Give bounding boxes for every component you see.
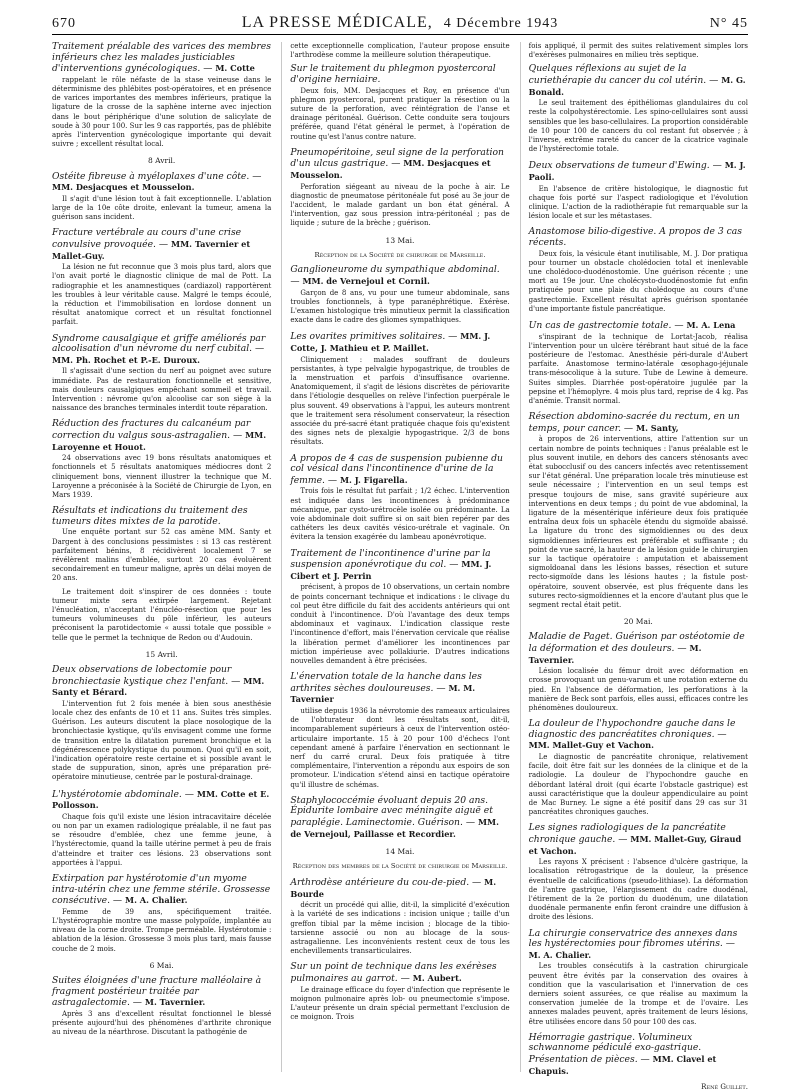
title-dash: —: [714, 728, 727, 740]
title-dash: —: [129, 997, 145, 1009]
abstract-title: [290, 796, 509, 840]
abstract-title: [529, 719, 748, 752]
abstract-title: [290, 64, 509, 85]
page-header: [52, 10, 748, 36]
abstract-entry: [290, 796, 509, 840]
abstract-title: [290, 962, 509, 984]
abstract-title: [290, 454, 509, 487]
abstract-body: Après 3 ans d'excellent résultat fonctionnel le blessé présente aujourd'hui des phénomènes d'arthrite chronique au niveau de la néarthrose. Discutant la pathogénie de: [52, 1009, 272, 1037]
abstract-title: [52, 874, 271, 907]
abstract-title: [52, 506, 271, 527]
abstract-entry: [52, 334, 271, 414]
abstract-entry: [52, 228, 271, 327]
abstract-title-text: Extirpation par hystérotomie d'un myome intra-utérin chez une femme stérile. Grossesse consécutive.: [52, 873, 271, 907]
abstract-authors: MM. Santy et Bérard.: [52, 675, 265, 698]
abstract-authors: M. J. Paoli.: [528, 160, 746, 182]
abstract-body: Une enquête portant sur 52 cas amène MM. Santy et Dargent à des conclusions pessimistes : si 13 cas restèrent parfaitement bénins, 8 récidivèrent localement 7 se révélèrent malins d'emblée, surtout 20 cas évoluèrent secondairement en tumeur maligne, après un délai moyen de 20 ans.: [52, 528, 272, 583]
abstract-authors: MM. Mallet-Guy et Vachon.: [528, 740, 654, 751]
abstract-authors: MM. J. Cibert et J. Perrin: [290, 559, 492, 581]
abstract-body: Trois fois le résultat fut parfait ; 1/2 échec. L'intervention est indiquée dans les incontinences à prédominance mécanique, par cysto-urétrocèle isolée ou prédominante. La voie abdominale doit suffire si on sait bien repérer par des cathéters les deux cavités vésico-urétrale et vaginale. On évitera la tension exagérée du lambeau aponévrotique.: [290, 487, 510, 542]
title-dash: —: [469, 877, 485, 889]
abstract-title-text: Suites éloignées d'une fracture malléolaire à fragment postérieur traitée par astragalectomie.: [52, 975, 262, 1009]
header-rule: [52, 34, 748, 35]
abstract-title: [529, 160, 748, 183]
title-dash: —: [445, 331, 461, 343]
abstract-body: Perforation siégeant au niveau de la poche à air. Le diagnostic de pneumatose péritonéale fut posé au 3e jour de l'accident, le malade gardant un bon état général. A l'intervention, gaz sous pression intra-péritonéal ; pas de liquide ; suture de la brèche ; guérison.: [290, 182, 510, 228]
abstract-authors: MM. de Vernejoul et Cornil.: [302, 276, 430, 286]
abstract-authors: MM. J. Cotte, J. Mathieu et P. Maillet.: [290, 331, 491, 353]
abstract-title: [290, 549, 509, 583]
abstract-title: [529, 929, 748, 962]
title-dash: —: [230, 430, 246, 441]
abstract-body: précisent, à propos de 10 observations, un certain nombre de points concernant technique et indications : le clivage du col peut être difficile du fait des accidents antérieurs qui ont conduit à l'incontinence. D'où l'avantage des deux temps abdominaux et vaginaux. L'indication classique reste l'incontinence d'effort, mais l'énervation cervicale que réalise la libération permet d'améliorer les incontinences par miction impérieuse avec pollakiurie. D'autres indications nouvelles demandent à être précisées.: [290, 583, 510, 666]
continued-text: cette exceptionnelle complication, l'auteur propose ensuite l'arthrodèse comme la meilleure solution thérapeutique.: [290, 42, 510, 60]
abstract-body: Deux fois, MM. Desjacques et Roy, en présence d'un phlegmon pyostercoral, purent pratiquer la résection ou la suture de la perforation, avec réintégration de l'anse et drainage péritonéal. Guérison. Cette conduite sera toujours préférée, quand l'état général le permet, à l'opération de routine qu'est l'anus contre nature.: [290, 86, 510, 141]
abstract-title: [290, 148, 509, 182]
abstract-entry: [529, 823, 748, 922]
abstract-title: [529, 412, 748, 434]
abstract-body: Femme de 39 ans, spécifiquement traitée. L'hystérographie montre une masse polypoïde, implantée au niveau de la corne droite. Trompe perméable. Hystérotomie : ablation de la lésion. Grossesse 3 mois plus tard, mais fausse couche de 2 mois.: [52, 907, 272, 953]
abstract-title-text: Maladie de Paget. Guérison par ostéotomie de la déformation et des douleurs.: [528, 631, 745, 655]
abstract-authors: MM. Desjacques et Mousselon.: [290, 158, 491, 180]
abstract-entry: [529, 719, 748, 817]
abstract-entry: [529, 1033, 748, 1077]
abstract-title-text: Réduction des fractures du calcanéum par correction du valgus sous-astragalien.: [52, 418, 251, 441]
abstract-authors: M. J. Figarella.: [339, 474, 408, 485]
abstract-title-text: La douleur de l'hypochondre gauche dans le diagnostic des pancréatites chroniques.: [528, 718, 736, 740]
abstract-title-text: La chirurgie conservatrice des annexes dans les hystérectomies pour fibromes utérins.: [528, 927, 738, 950]
page-number: 670: [52, 16, 76, 31]
title-dash: —: [706, 75, 722, 86]
session-date: 6 Mai.: [149, 960, 174, 970]
abstract-title: [290, 265, 509, 287]
title-dash: —: [155, 239, 171, 250]
abstract-title-text: Deux observations de lobectomie pour bronchiectasie kystique chez l'enfant.: [52, 664, 232, 687]
title-dash: —: [462, 817, 478, 829]
abstract-title-text: Ostéite fibreuse à myéloplaxes d'une côte.: [52, 170, 250, 182]
abstract-authors: MM. Mallet-Guy, Giraud et Vachon.: [528, 834, 742, 856]
abstract-authors: M. A. Lena: [686, 320, 736, 331]
abstract-title-text: Quelques réflexions au sujet de la curiethérapie du cancer du col utérin.: [528, 63, 707, 86]
title-dash: —: [228, 675, 244, 687]
abstract-title: [52, 419, 271, 453]
title-dash: —: [722, 938, 735, 950]
title-dash: —: [252, 343, 265, 355]
abstract-entry: [290, 265, 509, 325]
title-dash: —: [324, 474, 340, 486]
abstract-entry: [52, 172, 271, 223]
title-dash: —: [621, 422, 637, 434]
abstract-title: [529, 1033, 748, 1077]
abstract-authors: MM. Ph. Rochet et P.-E. Duroux.: [52, 354, 201, 365]
title-dash: —: [200, 63, 216, 75]
abstract-title-text: Syndrome causalgique et griffe améliorés par alcoolisation d'un névrome du nerf cubital.: [52, 332, 266, 355]
abstract-entry: [529, 929, 748, 1027]
abstract-entry: [529, 64, 748, 154]
abstract-entry: [290, 877, 509, 956]
abstract-title-text: Anastomose bilio-digestive. A propos de 3 cas récents.: [528, 226, 742, 248]
abstract-title-text: Les signes radiologiques de la pancréatite chronique gauche.: [528, 822, 726, 846]
session-date: 13 Mai.: [385, 235, 415, 245]
abstract-title-text: Sur un point de technique dans les exérèses pulmonaires au garrot.: [290, 961, 497, 985]
issue-number: N° 45: [709, 16, 748, 31]
abstract-authors: M. Bourde: [290, 877, 497, 899]
abstract-title: [529, 64, 748, 98]
abstract-title: [290, 331, 509, 354]
abstract-title-text: Pneumopéritoine, seul signe de la perforation d'un ulcus gastrique.: [290, 146, 504, 170]
abstract-title: [52, 789, 271, 812]
abstract-body: Le seul traitement des épithéliomas glandulaires du col reste la colpohystérectomie. Les spino-cellulaires sont aussi sensibles que les baso-cellulaires. La proportion considérable de 10 pour 100 de cancers du col restant fut observée ; à l'inverse, extrême rareté du cancer de la cicatrice vaginale de l'hystérectomie totale.: [528, 99, 748, 154]
abstract-body: En l'absence de critère histologique, le diagnostic fut chaque fois porté sur l'aspect radiologique et l'évolution clinique. L'action de la radiothérapie fut remarquable sur la lésion locale et sur les métastases.: [528, 184, 748, 221]
journal-title: LA PRESSE MÉDICALE,: [241, 14, 433, 31]
abstract-body: Garçon de 8 ans, vu pour une tumeur abdominale, sans troubles fonctionnels, à type paranéphrétique. Exérèse. L'examen histologique très minutieux permit la classification exacte dans le cadre des gliomes sympathiques.: [290, 288, 510, 325]
title-dash: —: [709, 160, 725, 172]
abstract-title-text: Sur le traitement du phlegmon pyostercoral d'origine herniaire.: [290, 63, 496, 85]
abstract-body: Les troubles consécutifs à la castration chirurgicale peuvent être évités par la conservation des ovaires à condition que la vascularisation et l'innervation de ces derniers soient assurées, ce que réalise au maximum la conservation jumelée de la trompe et de l'ovaire. Les annexes malades peuvent, après traitement de leurs lésions, être utilisées encore dans 50 pour 100 des cas.: [528, 962, 748, 1026]
title-dash: —: [110, 895, 126, 907]
abstract-title: [290, 877, 509, 900]
article-columns: [52, 41, 748, 1092]
abstract-entry: [52, 506, 271, 643]
abstract-entry: [52, 42, 271, 149]
session-date: 14 Mai.: [385, 847, 415, 857]
abstract-title-text: L'énervation totale de la hanche dans les arthrites sèches douloureuses.: [290, 671, 482, 694]
abstract-authors: M. Tavernier.: [528, 643, 702, 665]
abstract-title-text: Résection abdomino-sacrée du rectum, en un temps, pour cancer.: [528, 411, 740, 434]
abstract-authors: M. Tavernier.: [144, 997, 206, 1008]
abstract-body: Lésion localisée du fémur droit avec déformation en crosse provoquant un genu-varum et une rotation externe du pied. En l'absence de déformation, les perforations à la manière de Beck sont parfois, elles aussi, efficaces contre les phénomènes douloureux.: [528, 667, 748, 713]
abstract-title-text: Traitement préalable des varices des membres inférieurs chez les malades justiciables d'interventions gynécologiques.: [52, 41, 271, 75]
abstract-body: L'intervention fut 2 fois menée à bien sous anesthésie locale chez des enfants de 10 et 11 ans. Suites très simples. Guérison. Les auteurs discutent la place nosologique de la bronchiectasie kystique, qu'ils envisagent comme une forme de transition entre la dilatation purement bronchique et la dégénérescence polykystique du poumon. Quoi qu'il en soit, l'indication opératoire reste certaine et si possible avant le stade de suppuration, sinon, après une préparation pré-opératoire minutieuse, centrée par le postural-drainage.: [52, 699, 272, 782]
abstract-authors: MM. Desjacques et Mousselon.: [52, 182, 195, 193]
abstract-body: Deux fois, la vésicule étant inutilisable, M. J. Dor pratiqua pour tourner un obstacle cholédocien total et inenlevable une cholédoco-duodénostomie. Une guérison récente ; une mort au 19e jour. Une cholécysto-duodénostomie fut enfin pratiquée pour une plaie du cholédoque au cours d'une gastrectomie. Excellent résultat après guérison spontanée d'une importante fistule pancréatique.: [528, 249, 748, 313]
abstract-authors: MM. Tavernier et Mallet-Guy.: [52, 239, 251, 261]
abstract-authors: M. A. Chalier.: [125, 895, 188, 906]
abstract-title-text: Arthrodèse antérieure du cou-de-pied.: [290, 877, 470, 889]
abstract-title-text: Les ovarites primitives solitaires.: [290, 331, 446, 343]
abstract-entry: [52, 419, 271, 500]
abstract-authors: MM. de Vernejoul, Paillasse et Recordier.: [290, 817, 499, 839]
title-dash: —: [674, 643, 690, 655]
title-dash: —: [615, 834, 631, 846]
abstract-title-text: Hémorragie gastrique. Volumineux schwannome pédiculé exo-gastrique. Présentation de pièces.: [528, 1031, 702, 1066]
abstract-title-text: Traitement de l'incontinence d'urine par la suspension aponévrotique du col.: [290, 547, 491, 571]
abstract-title: [52, 228, 271, 262]
society-heading: Réception des membres de la Société de chirurgie de Marseille.: [292, 862, 508, 871]
abstract-entry: [290, 962, 509, 1022]
abstract-authors: MM. Cotte et E. Pollosson.: [52, 788, 270, 811]
title-dash: —: [290, 276, 303, 287]
abstract-body: 24 observations avec 19 bons résultats anatomiques et fonctionnels et 5 résultats anatomiques médiocres dont 2 cliniquement bons, viennent illustrer la technique que M. Laroyenne a préconisée à la Société de Chirurgie de Lyon, en Mars 1939.: [52, 454, 272, 499]
abstract-title-text: Un cas de gastrectomie totale.: [528, 320, 672, 332]
abstract-entry: [529, 412, 748, 610]
abstract-entry: [290, 454, 509, 543]
session-date: 20 Mai.: [623, 617, 653, 627]
abstract-body: Chaque fois qu'il existe une lésion intracavitaire décelée ou non par un examen radiologique préalable, il ne faut pas se résoudre d'emblée, chez une femme jeune, à l'hystérectomie, quand la taille utérine permet à peu de frais d'atteindre et traiter ces lésions. 23 observations sont apportées à l'appui.: [52, 812, 272, 867]
abstract-title: [52, 172, 271, 194]
author-signature: René Guillet.: [701, 1083, 748, 1092]
abstract-authors: M. Aubert.: [412, 973, 462, 984]
abstract-title-text: Ganglioneurome du sympathique abdominal.: [290, 264, 500, 276]
abstract-entry: [52, 976, 271, 1037]
abstract-body: s'inspirant de la technique de Lortat-Jacob, réalisa l'intervention pour un ulcère térébrant haut situé de la face postérieure de l'estomac. Anesthésie péri-durale d'Aubert parfaite. Anastomose termino-latérale œsophago-jéjunale trans-mésocolique à la suture. Tube de Lewine à demeure. Suites simples. Diarrhée post-opératoire jugulée par la pepsine et l'hémoplyre. 4 mois plus tard, reprise de 4 kg. Pas d'anémie. Transit normal.: [528, 332, 748, 406]
session-date: 8 Avril.: [148, 156, 176, 166]
abstract-body-paragraph: Le traitement doit s'inspirer de ces données : toute tumeur mixte sera extirpée largement. Rejetant l'énucléation, n'acceptant l'énucléo-résection que pour les tumeurs volumineuses du pôle inférieur, les auteurs préconisent la parotidectomie « aussi totale que possible » telle que le permet la technique de Redon ou d'Audouin.: [52, 587, 272, 642]
abstract-body: Il s'agissait d'une section du nerf au poignet avec suture immédiate. Pas de restauration fonctionnelle et sensitive, mais douleurs causalgiques empêchant sommeil et travail. Intervention : névrome qu'on alcoolise car son siège à la naissance des branches terminales interdit toute réparation.: [52, 367, 272, 413]
abstract-title: [529, 632, 748, 666]
abstract-title-text: A propos de 4 cas de suspension pubienne du col vésical dans l'incontinence d'urine de la femme.: [290, 452, 503, 486]
title-dash: —: [446, 559, 462, 571]
abstract-title: [529, 320, 748, 332]
abstract-authors: MM. Clavel et Chapuis.: [528, 1054, 717, 1076]
abstract-entry: [290, 672, 509, 790]
abstract-title: [529, 823, 748, 857]
abstract-authors: M. Cotte: [215, 63, 255, 74]
abstract-body: Le drainage efficace du foyer d'infection que représente le moignon pulmonaire après lob- ou pneumectomie s'impose. L'auteur présente un drain spécial permettant l'exclusion de ce moignon. Trois: [290, 985, 510, 1022]
title-dash: —: [181, 788, 197, 800]
abstract-authors: M. M. Tavernier: [290, 682, 476, 705]
abstract-entry: [529, 320, 748, 406]
abstract-body: La lésion ne fut reconnue que 3 mois plus tard, alors que l'on avait porté le diagnostic clinique de mal de Pott. La radiographie et les anamnestiques (cardiazol) rapportèrent les troubles à leur véritable cause. Malgré le temps écoulé, la réduction et l'immobilisation en lordose donnent un résultat anatomique correct et un résultat fonctionnel parfait.: [52, 263, 272, 327]
abstract-title-text: Deux observations de tumeur d'Ewing.: [528, 160, 710, 172]
abstract-entry: [52, 665, 271, 783]
society-heading: Réception de la Société de chirurgie de Marseille.: [314, 250, 486, 259]
abstract-title-text: Résultats et indications du traitement des tumeurs dites mixtes de la parotide.: [52, 505, 248, 527]
abstract-authors: M. Santy,: [636, 422, 679, 433]
column-3: [520, 42, 748, 1092]
abstract-authors: M. G. Bonald.: [528, 75, 746, 97]
abstract-entry: [290, 64, 509, 141]
abstract-authors: M. A. Chalier.: [528, 949, 592, 960]
abstract-body: Il s'agit d'une lésion tout à fait exceptionnelle. L'ablation large de la 10e côte droite, enlevant la tumeur, amena la guérison sans incident.: [52, 194, 272, 222]
abstract-title-text: L'hystérotomie abdominale.: [52, 788, 182, 800]
abstract-title: [52, 42, 271, 75]
title-dash: —: [397, 973, 413, 985]
abstract-entry: [52, 789, 271, 868]
abstract-title: [52, 976, 271, 1009]
continued-text: fois appliqué, il permit des suites relativement simples lors d'exérèses pulmonaires en milieu très septique.: [528, 42, 748, 60]
title-dash: —: [433, 682, 449, 694]
column-2: [281, 42, 509, 1072]
abstract-entry: [529, 227, 748, 314]
abstract-title-text: Fracture vertébrale au cours d'une crise convulsive provoquée.: [52, 227, 242, 250]
title-dash: —: [671, 320, 687, 332]
abstract-entry: [529, 632, 748, 713]
abstract-entry: [290, 549, 509, 667]
abstract-title: [290, 672, 509, 706]
abstract-body: rappelant le rôle néfaste de la stase veineuse dans le déterminisme des phlébites post-opératoires, et en présence de varices importantes des membres inférieurs, pratique la ligature de la crosse de la saphène interne avec injection dans le bout périphérique d'une solution de salicylate de soude à 30 pour 100. Sur les 9 cas rapportés, pas de phlébite après l'intervention gynécologique importante qui devait suivre ; excellent résultat local.: [52, 75, 272, 149]
abstract-body: utilise depuis 1936 la névrotomie des rameaux articulaires de l'obturateur dont les résultats sont, dit-il, incomparablement supérieurs à ceux de l'intervention ostéo-articulaire importante. 15 à 20 pour 100 d'échecs l'ont cependant amené à parfaire l'énervation en sectionnant le nerf du carré crural. Deux fois pratiquée à titre complémentaire, l'intervention a répondu aux espoirs de son promoteur. L'indication s'étend ainsi en tactique opératoire qu'il illustre de schémas.: [290, 707, 510, 789]
abstract-body: à propos de 26 interventions, attire l'attention sur un certain nombre de points techniques : l'anus préalable est le plus souvent inutile, en dehors des cancers sténosants avec état subocclusif ou des cancers infectés avec retentissement sur l'état général. Une préparation locale très minutieuse est seule nécessaire ; l'intervention en un seul temps est presque toujours de mise, sans gravité supérieure aux interventions en deux temps ; du point de vue abdominal, la ligature de la mésentérique inférieure deux fois pratiquée entraîna deux fois un sphacèle étendu du sigmoïde abaissé. La ligature du tronc des sigmoïdiennes ou des deux sigmoïdiennes inférieures est préférable et suffisante ; du point de vue sacré, la hauteur de la lésion guide le chirurgien sur la tactique opératoire : amputation et abaissement sigmoïdoanal dans les lésions basses, résection et suture recto-sigmoïde dans les lésions hautes ; la fistule post-opératoire, souvent observée, est plus fréquente dans les sutures recto-sigmoïdiennes et la encore d'autant plus que le segment rectal était petit.: [528, 435, 748, 610]
abstract-body: Les rayons X précisent : l'absence d'ulcère gastrique, la localisation rétrogastrique de la douleur, la présence éventuelle de calcifications (pseudo-lithiase). La déformation de l'antre gastrique, l'élargissement du cadre duodénal, l'étirement de la 2e portion du duodénum, une dilatation duodénale permanente enfin feront craindre une diffusion à droite des lésions.: [528, 858, 748, 922]
abstract-title: [52, 334, 271, 367]
abstract-body: Cliniquement : malades souffrant de douleurs persistantes, à type pelvalgie hypogastrique, de troubles de la menstruation et parfois d'insuffisance ovarienne. Anatomiquement, il s'agit de lésions discrètes de périovarite dans l'étiologie desquelles on relève l'infection puerpérale le plus souvent. 49 observations à l'appui, les auteurs montrent que le traitement sera résolument conservateur, la résection associée du pré-sacré étant pratiquée chaque fois qu'existent des signes nets de plexalgie hypogastrique. 2/3 de bons résultats.: [290, 355, 510, 447]
abstract-title-text: Staphylococcémie évoluant depuis 20 ans. Épidurite lombaire avec méningite aiguë et paraplégie. Laminectomie. Guérison.: [290, 794, 493, 829]
column-1: [52, 42, 271, 1072]
abstract-authors: MM. Laroyenne et Houot.: [52, 430, 267, 452]
abstract-entry: [290, 331, 509, 447]
abstract-entry: [529, 160, 748, 221]
abstract-title: [529, 227, 748, 248]
title-dash: —: [388, 158, 404, 170]
issue-date: 4 Décembre 1943: [443, 16, 559, 31]
journal-header: [52, 14, 748, 32]
title-dash: —: [249, 170, 262, 182]
session-date: 15 Avril.: [145, 649, 178, 659]
title-dash: —: [637, 1054, 653, 1066]
abstract-body: décrit un procédé qui allie, dit-il, la simplicité d'exécution à la variété de ses indications : incision unique ; taille d'un greffon tibial par la même incision ; blocage de la tibio-tarsienne associé ou non au blocage de la sous-astragalienne. Les inconvénients restent ceux de tous les enchevillements transarticulaires.: [290, 901, 510, 956]
abstract-entry: [52, 874, 271, 954]
abstract-entry: [290, 148, 509, 229]
abstract-title: [52, 665, 271, 699]
abstract-body: Le diagnostic de pancréatite chronique, relativement facile, doit être fait sur les données de la clinique et de la radiologie. La douleur de l'hypochondre gauche en débordant latéral droit (qui écarte l'obstacle gastrique) est aussi caractéristique que la douleur appendiculaire au point de Mac Burney. Le signe a été positif dans 29 cas sur 31 pancréatites chroniques gauches.: [528, 753, 748, 817]
